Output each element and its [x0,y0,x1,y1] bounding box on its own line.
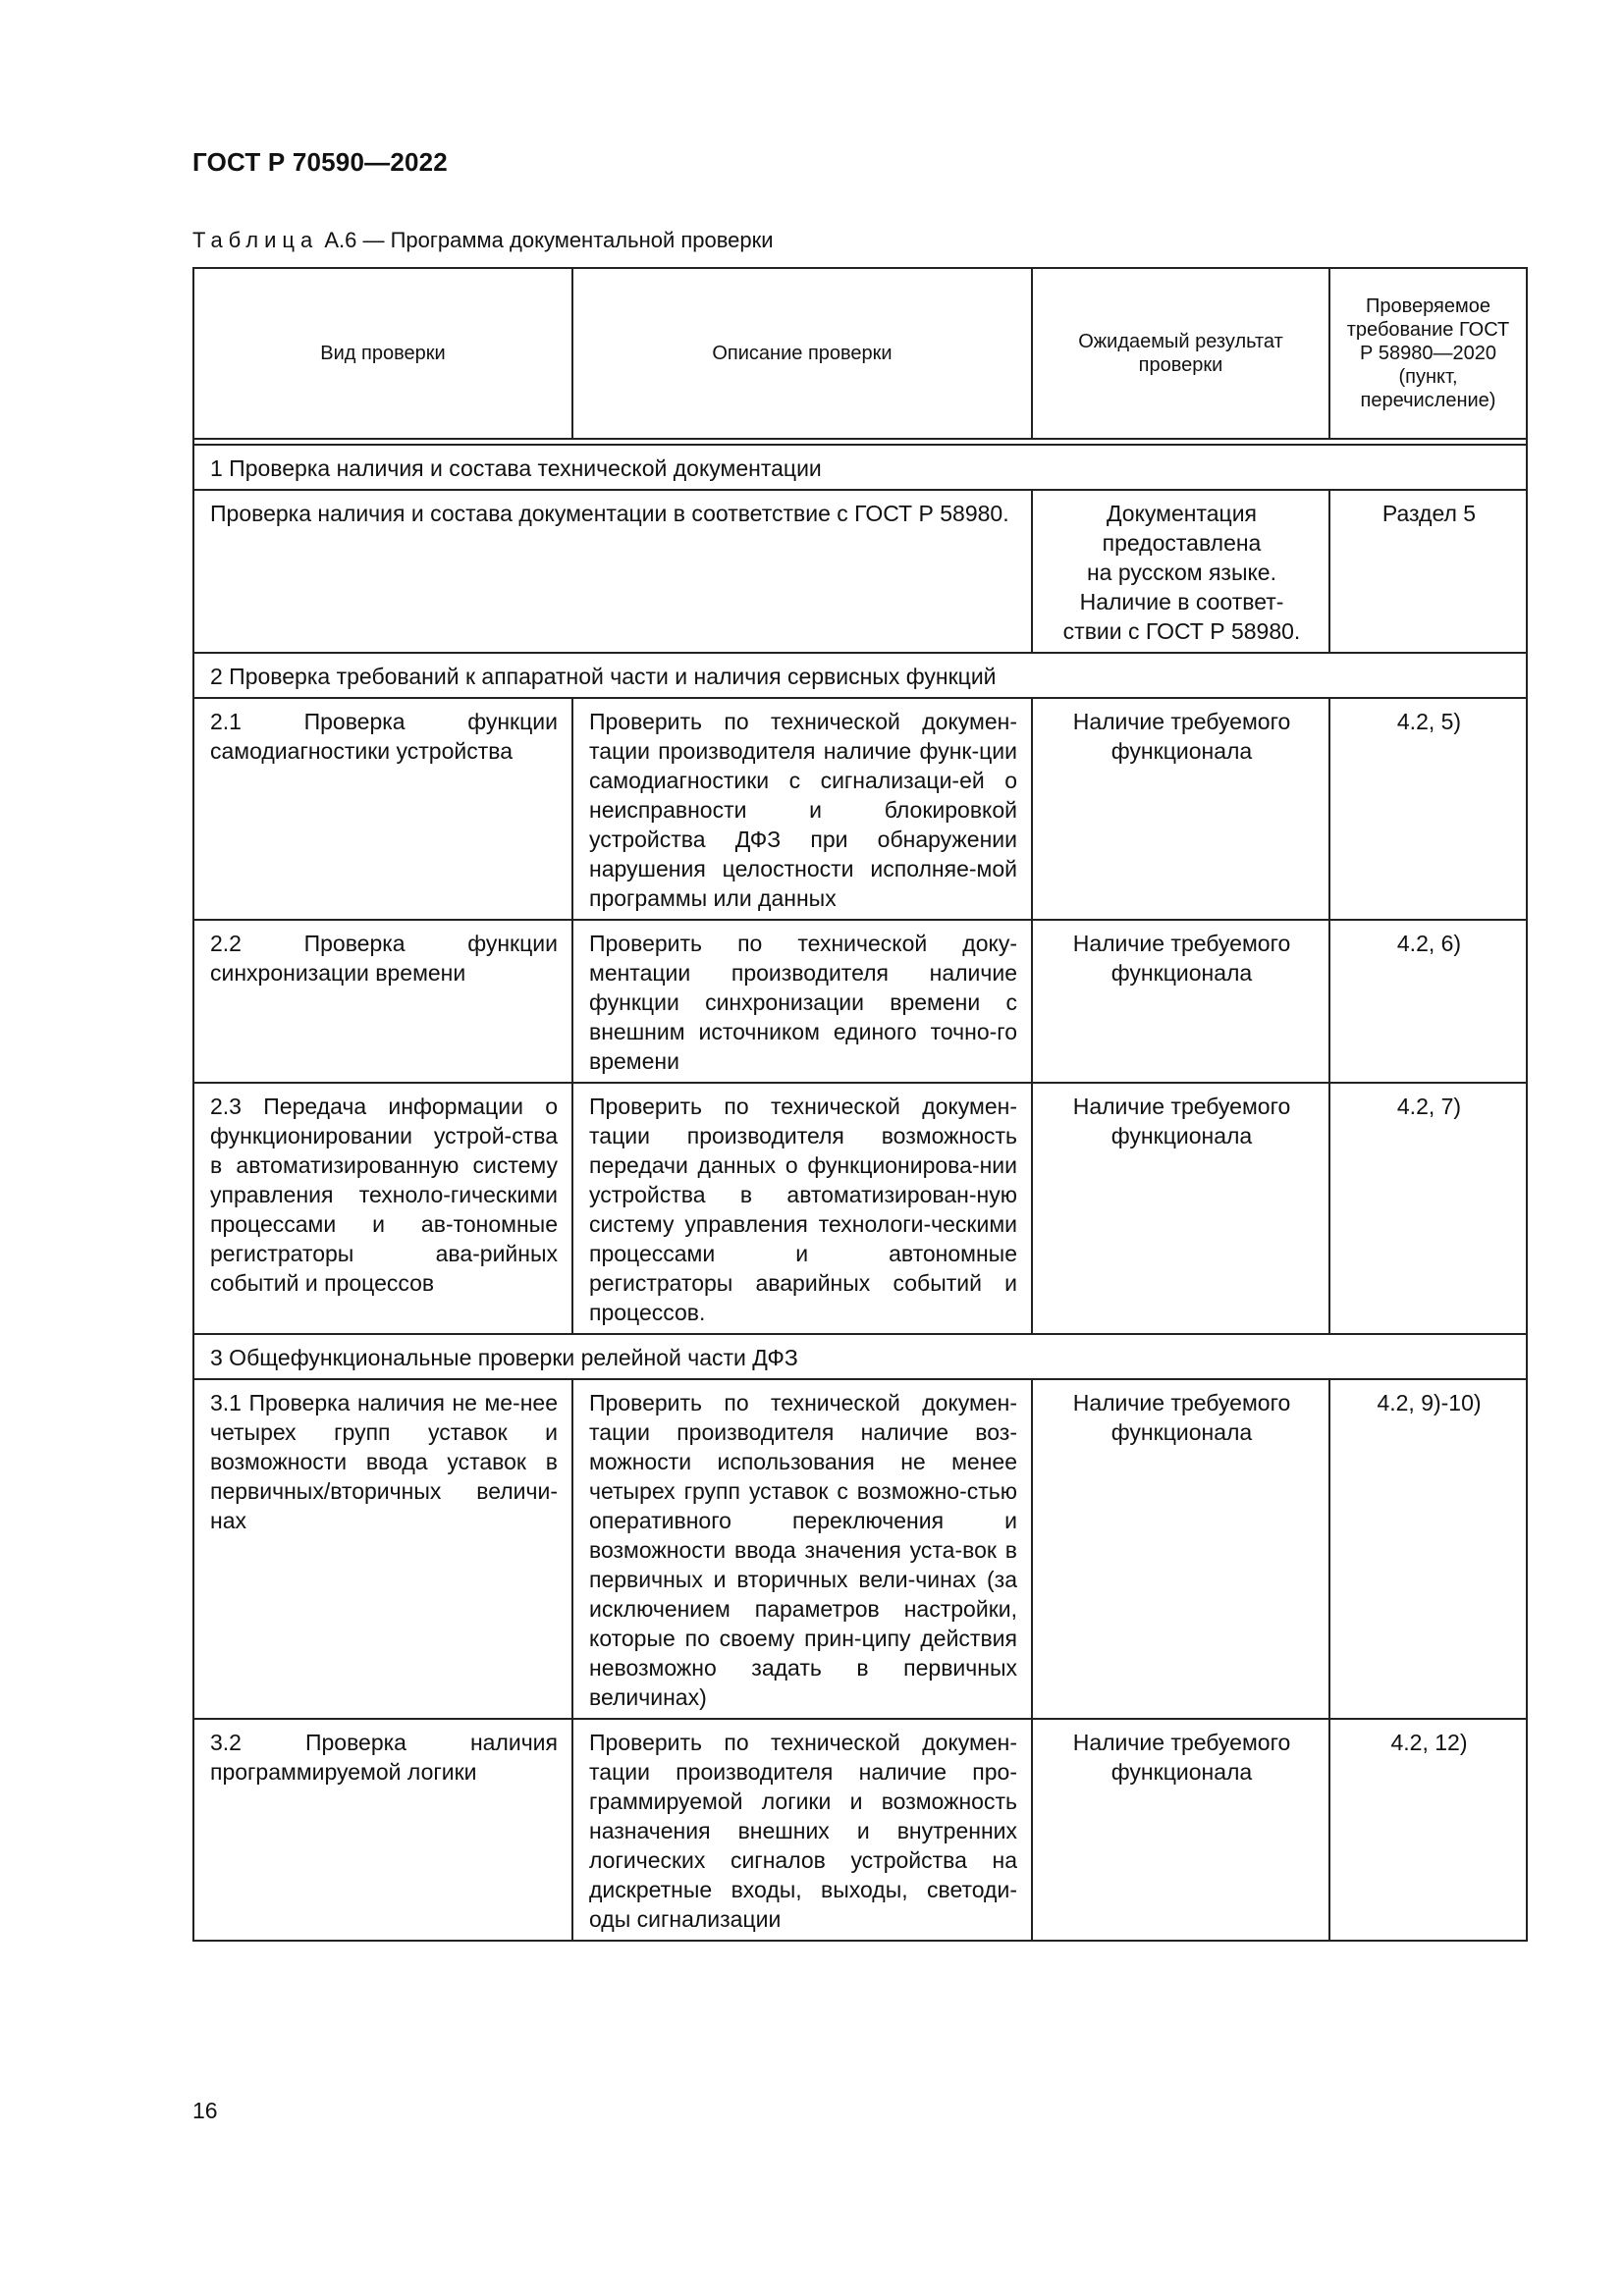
result-line: ствии с ГОСТ Р 58980. [1062,618,1301,644]
requirement-ref: 4.2, 7) [1329,1083,1527,1334]
col-header-description: Описание проверки [572,268,1032,439]
requirement-ref: 4.2, 12) [1329,1719,1527,1941]
table-row [193,1083,1527,1334]
result-line: предоставлена [1102,530,1262,556]
verification-program-table [192,267,1528,1942]
table-row [193,698,1527,920]
result-line: Наличие в соответ- [1079,589,1284,614]
section-row-1 [193,445,1527,490]
col-header-check-type: Вид проверки [193,268,572,439]
check-type: 3.2 Проверка наличия программируемой логики [193,1719,572,1941]
section-row-2 [193,653,1527,698]
requirement-ref: 4.2, 6) [1329,920,1527,1083]
check-type: 2.3 Передача информации о функционировании устрой-ства в автоматизированную систему управления техноло-гическими процессами и ав-тономные регистраторы ава-рийных событий и процессов [193,1083,572,1334]
table-row [193,1719,1527,1941]
table-caption [192,228,774,253]
caption-title: А.6 — Программа документальной проверки [318,228,774,252]
check-description: Проверить по технической доку-ментации производителя наличие функции синхронизации времени с внешним источником единого точно-го времени [572,920,1032,1083]
section-row-3 [193,1334,1527,1379]
page-number: 16 [192,2098,218,2123]
expected-result: Наличие требуемого функционала [1032,1719,1329,1941]
col-header-expected-result: Ожидаемый результат проверки [1032,268,1329,439]
check-description: Проверить по технической докумен-тации производителя наличие про-граммируемой логики и возможность назначения внешних и внутренних логических сигналов устройства на дискретные входы, выходы, светоди-оды сигнализации [572,1719,1032,1941]
check-type: 3.1 Проверка наличия не ме-нее четырех групп уставок и возможности ввода уставок в первичных/вторичных величи-нах [193,1379,572,1719]
check-description: Проверить по технической докумен-тации производителя наличие воз-можности использования не менее четырех групп уставок с возможно-стью оперативного переключения и возможности ввода значения уста-вок в первичных и вторичных вели-чинах (за исключением параметров настройки, которые по своему прин-ципу действия невозможно задать в первичных величинах) [572,1379,1032,1719]
table-row [193,1379,1527,1719]
check-description: Проверить по технической докумен-тации производителя возможность передачи данных о функционирова-нии устройства в автоматизирован-ную систему управления технологи-ческими процессами и автономные регистраторы аварийных событий и процессов. [572,1083,1032,1334]
table-row [193,920,1527,1083]
result-line: на русском языке. [1086,560,1276,585]
expected-result: Наличие требуемого функционала [1032,920,1329,1083]
section-title: 2 Проверка требований к аппаратной части и наличия сервисных функций [193,653,1527,698]
check-type: 2.2 Проверка функции синхронизации времени [193,920,572,1083]
check-type: 2.1 Проверка функции самодиагностики устройства [193,698,572,920]
requirement-ref: Раздел 5 [1329,490,1527,653]
expected-result [1032,490,1329,653]
document-header: ГОСТ Р 70590—2022 [192,147,448,177]
section-title: 1 Проверка наличия и состава технической документации [193,445,1527,490]
check-description: Проверить по технической докумен-тации производителя наличие функ-ции самодиагностики с сигнализаци-ей о неисправности и блокировкой устройства ДФЗ при обнаружении нарушения целостности исполняе-мой программы или данных [572,698,1032,920]
caption-prefix: Таблица [192,228,319,252]
requirement-ref: 4.2, 5) [1329,698,1527,920]
expected-result: Наличие требуемого функционала [1032,698,1329,920]
result-line: Документация [1106,501,1258,526]
table-row [193,490,1527,653]
col-header-requirement: Проверяемое требование ГОСТ Р 58980—2020 (пункт, перечисление) [1329,268,1527,439]
expected-result: Наличие требуемого функционала [1032,1083,1329,1334]
table-header-row [193,268,1527,439]
section-title: 3 Общефункциональные проверки релейной части ДФЗ [193,1334,1527,1379]
requirement-ref: 4.2, 9)-10) [1329,1379,1527,1719]
check-description: Проверка наличия и состава документации в соответствие с ГОСТ Р 58980. [193,490,1032,653]
expected-result: Наличие требуемого функционала [1032,1379,1329,1719]
